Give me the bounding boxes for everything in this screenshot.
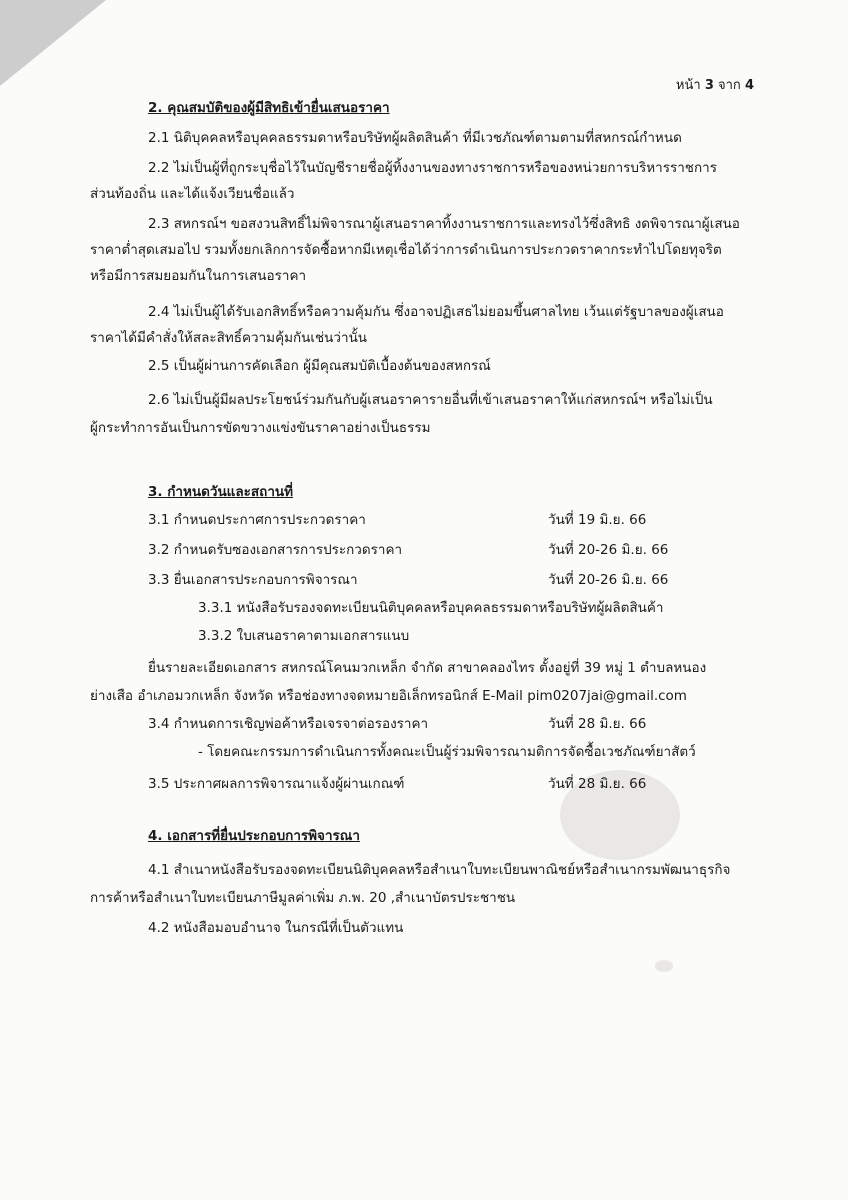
section-2-line: ส่วนท้องถิ่น และได้แจ้งเวียนชื่อแล้ว bbox=[90, 186, 295, 202]
section-2-line: 2.6 ไม่เป็นผู้มีผลประโยชน์ร่วมกันกับผู้เสนอราคารายอื่นที่เข้าเสนอราคาให้แก่สหกรณ์ฯ หรือไม่เป็น bbox=[148, 392, 713, 408]
section-2-line: ราคาได้มีคำสั่งให้สละสิทธิ์ความคุ้มกันเช่นว่านั้น bbox=[90, 330, 368, 346]
section-4-line: 4.1 สำเนาหนังสือรับรองจดทะเบียนนิติบุคคลหรือสำเนาใบทะเบียนพาณิชย์หรือสำเนากรมพัฒนาธุรกิจ bbox=[148, 862, 731, 878]
schedule-item: 3.3 ยื่นเอกสารประกอบการพิจารณา bbox=[148, 572, 358, 588]
section-2-line: ราคาต่ำสุดเสมอไป รวมทั้งยกเลิกการจัดซื้อหากมีเหตุเชื่อได้ว่าการดำเนินการประกวดราคากระทำไปโดยทุจริต bbox=[90, 242, 722, 258]
folded-corner bbox=[0, 0, 106, 86]
schedule-date: วันที่ 20-26 มิ.ย. 66 bbox=[548, 572, 669, 588]
section-4-heading: 4. เอกสารที่ยื่นประกอบการพิจารณา bbox=[148, 828, 360, 844]
schedule-item: 3.4 กำหนดการเชิญพ่อค้าหรือเจรจาต่อรองราคา bbox=[148, 716, 429, 732]
sub-item: 3.3.2 ใบเสนอราคาตามเอกสารแนบ bbox=[198, 628, 410, 644]
section-2-line: 2.4 ไม่เป็นผู้ได้รับเอกสิทธิ์หรือความคุ้มกัน ซึ่งอาจปฏิเสธไม่ยอมขึ้นศาลไทย เว้นแต่รัฐบาลของผู้เสนอ bbox=[148, 304, 724, 320]
ink-speck bbox=[655, 960, 673, 972]
schedule-item: 3.2 กำหนดรับซองเอกสารการประกวดราคา bbox=[148, 542, 403, 558]
section-2-line: ผู้กระทำการอันเป็นการขัดขวางแข่งขันราคาอย่างเป็นธรรม bbox=[90, 420, 431, 436]
section-4-line: 4.2 หนังสือมอบอำนาจ ในกรณีที่เป็นตัวแทน bbox=[148, 920, 404, 936]
section-2-line: 2.3 สหกรณ์ฯ ขอสงวนสิทธิ์ไม่พิจารณาผู้เสนอราคาทิ้งงานราชการและทรงไว้ซึ่งสิทธิ งดพิจารณาผู้เสนอ bbox=[148, 216, 740, 232]
submission-address: ย่างเสือ อำเภอมวกเหล็ก จังหวัด หรือช่องทางจดหมายอิเล็กทรอนิกส์ E-Mail pim0207jai@gmail.com bbox=[90, 688, 687, 704]
schedule-date: วันที่ 19 มิ.ย. 66 bbox=[548, 512, 647, 528]
page-number: หน้า 3 จาก 4 bbox=[675, 78, 754, 93]
schedule-date: วันที่ 28 มิ.ย. 66 bbox=[548, 776, 647, 792]
schedule-item: 3.5 ประกาศผลการพิจารณาแจ้งผู้ผ่านเกณฑ์ bbox=[148, 776, 405, 792]
submission-address: ยื่นรายละเอียดเอกสาร สหกรณ์โคนมวกเหล็ก จำกัด สาขาคลองไทร ตั้งอยู่ที่ 39 หมู่ 1 ตำบลหนอง bbox=[148, 660, 707, 676]
section-2-line: 2.2 ไม่เป็นผู้ที่ถูกระบุชื่อไว้ในบัญชีรายชื่อผู้ทิ้งงานของทางราชการหรือของหน่วยการบริหารราชการ bbox=[148, 160, 717, 176]
section-4-line: การค้าหรือสำเนาใบทะเบียนภาษีมูลค่าเพิ่ม ภ.พ. 20 ,สำเนาบัตรประชาชน bbox=[90, 890, 516, 906]
sub-item: 3.3.1 หนังสือรับรองจดทะเบียนนิติบุคคลหรือบุคคลธรรมดาหรือบริษัทผู้ผลิตสินค้า bbox=[198, 600, 664, 616]
section-2-line: หรือมีการสมยอมกันในการเสนอราคา bbox=[90, 268, 307, 284]
section-3-heading: 3. กำหนดวันและสถานที่ bbox=[148, 484, 294, 500]
schedule-item: 3.1 กำหนดประกาศการประกวดราคา bbox=[148, 512, 366, 528]
section-2-heading: 2. คุณสมบัติของผู้มีสิทธิเข้ายื่นเสนอราคา bbox=[148, 100, 390, 116]
section-2-line: 2.1 นิติบุคคลหรือบุคคลธรรมดาหรือบริษัทผู้ผลิตสินค้า ที่มีเวชภัณฑ์ตามตามที่สหกรณ์กำหนด bbox=[148, 130, 682, 146]
schedule-date: วันที่ 20-26 มิ.ย. 66 bbox=[548, 542, 669, 558]
schedule-date: วันที่ 28 มิ.ย. 66 bbox=[548, 716, 647, 732]
section-2-line: 2.5 เป็นผู้ผ่านการคัดเลือก ผู้มีคุณสมบัติเบื้องต้นของสหกรณ์ bbox=[148, 358, 491, 374]
committee-note: - โดยคณะกรรมการดำเนินการทั้งคณะเป็นผู้ร่วมพิจารณามติการจัดซื้อเวชภัณฑ์ยาสัตว์ bbox=[198, 744, 696, 760]
